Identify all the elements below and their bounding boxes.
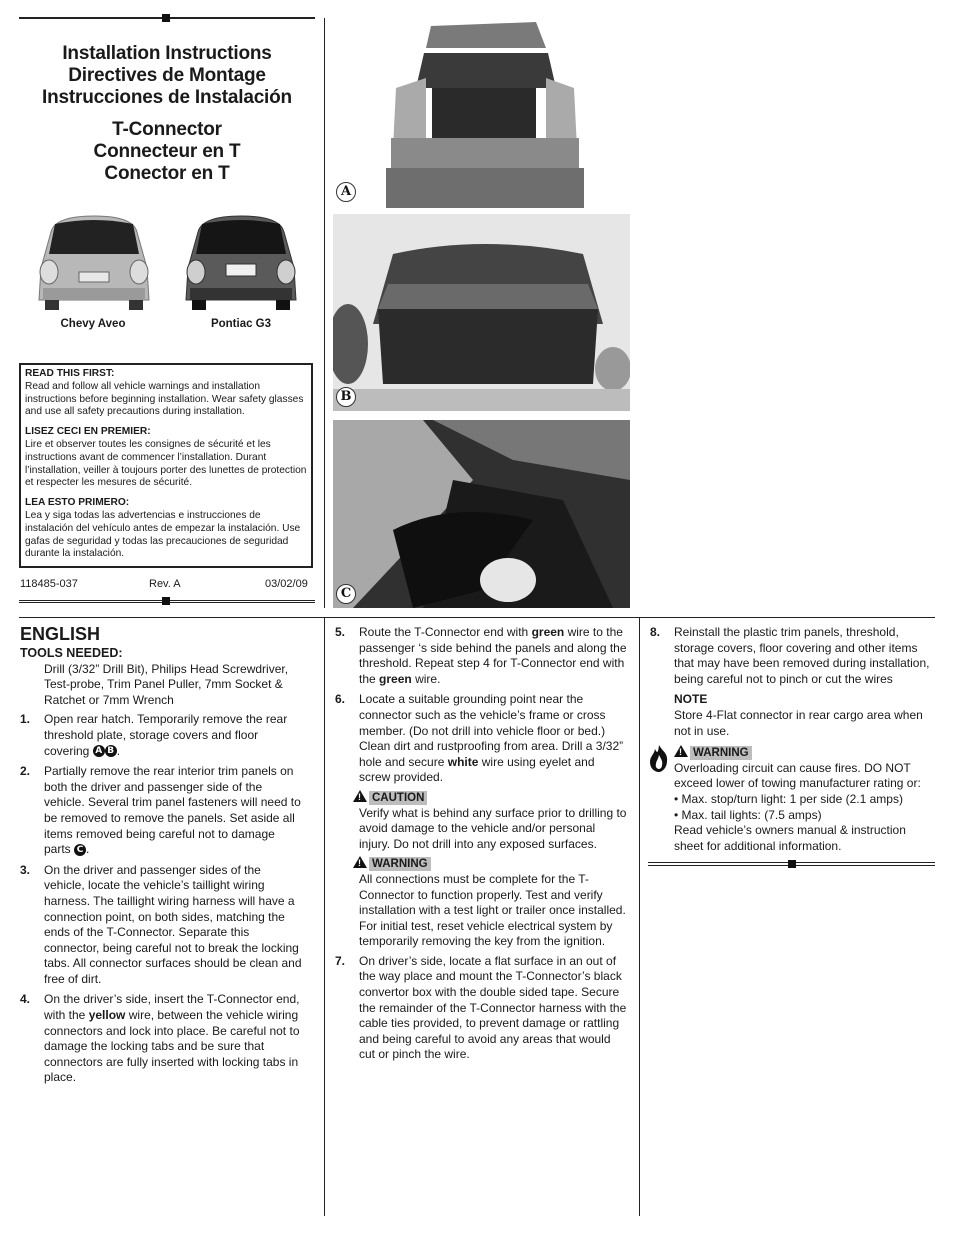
figure-ref-c: C [74,844,86,856]
product-en: T-Connector [112,119,222,140]
step-1-text: Open rear hatch. Temporarily remove the rear threshold plate, storage covers and floor covering [44,712,288,758]
column-3 [650,625,932,854]
step-5 [335,625,627,687]
step-number: 5. [335,625,346,639]
car-rear-icon [33,212,155,312]
column-divider [324,18,325,608]
rule-marker [162,597,170,605]
tools-list: Drill (3/32” Drill Bit), Philips Head Screwdriver, Test-probe, Trim Panel Puller, 7mm Socket & Ratchet or 7mm Wrench [44,661,289,707]
figure-b-photo [333,214,630,411]
title-block [20,43,314,109]
tools-heading: TOOLS NEEDED: [20,646,123,660]
rule-marker [162,14,170,22]
safety-notice-box [19,363,313,568]
step-3-text: On the driver and passenger sides of the vehicle, locate the vehicle’s taillight wiring harness. The taillight wiring harness will have a connection point, on both sides, matching the ends of the T-Connector. Separate this connector, being careful not to break the locking tabs. All connector surfaces should be clean and free of dirt. [44,862,302,986]
warning-text: All connections must be complete for the T-Connector to function properly. Test and verify installation with a test light or trailer once installed. For initial test, reset vehicle electrical system by temporarily removing the key from the ignition. [359,871,626,949]
step-number: 7. [335,953,346,968]
pontiac-g3-caption: Pontiac G3 [210,318,272,330]
step-1: 1. Open rear hatch. Temporarily remove the rear threshold plate, storage covers and floor covering A B . [20,712,288,758]
step-2: 2. Partially remove the rear interior trim panels on both the driver and passenger side of the vehicle. Several trim panel fasteners will need to be removed to remove the panels. Set aside all items removed being careful not to damage parts C . [20,764,301,857]
date: 03/02/09 [265,578,308,590]
trim-panel-icon [333,420,630,608]
wire-color-yellow: yellow [88,1008,126,1023]
warning-tail: Read vehicle’s owners manual & instruction sheet for additional information. [674,823,906,853]
step-number: 4. [20,992,31,1007]
step-7 [335,954,627,1063]
warning-fire-text: Overloading circuit can cause fires. DO NOT exceed lower of towing manufacturer rating or: [674,760,921,791]
figure-ref-a: A [93,745,105,757]
notice-fr-text: Lire et observer toutes les consignes de sécurité et les instructions avant de commencer l’installation. Durant l’installation, veiller à toujours porter des lunettes de protection et respecter les mesures de sécurité. [25,438,307,489]
step-5-text-end: wire. [415,671,441,686]
step-number: 6. [335,692,346,707]
figure-a-photo [386,18,584,208]
step-number: 2. [20,764,31,779]
caution-icon [353,790,367,802]
column-divider-1 [324,618,325,1216]
warning-fire-block [650,745,932,854]
note-block [650,692,932,739]
step-7-text: On driver’s side, locate a flat surface in an out of the way place and mount the T-Connector’s black convertor box with the double sided tape. Secure the remainder of the T-Connector harness with the cable ties provided, to prevent damage or rattling and being careful to avoid any areas that would cut or pinch the wire. [359,953,627,1062]
section-rule [19,617,935,618]
trunk-open-icon [386,18,584,208]
warning-label: WARNING [369,857,431,871]
step-3 [20,863,304,988]
pontiac-g3-image [180,212,302,312]
car-rear-icon [180,212,302,312]
figure-c-label: C [336,584,356,604]
figure-b-label: B [336,387,356,407]
part-number: 118485-037 [20,578,78,590]
chevy-aveo-caption: Chevy Aveo [60,318,126,330]
title-fr: Directives de Montage [68,65,266,86]
step-number: 1. [20,712,31,727]
step-4-text-cont: wire, between the vehicle wiring connectors and lock into place. Be careful not to damage the locking tabs and be sure that connectors are fully inserted with locking tabs in place. [44,1008,300,1085]
figure-a-label: A [336,182,356,202]
column-2 [335,625,627,1068]
cargo-area-icon [333,214,630,411]
step-4 [20,992,304,1086]
warning-block [335,856,627,950]
warning-bullet-1: • Max. stop/turn light: 1 per side (2.1 amps) [674,791,903,806]
product-block [20,119,314,185]
column-divider-2 [639,618,640,1216]
chevy-aveo-image [33,212,155,312]
column-1 [20,623,304,1091]
step-2-text: Partially remove the rear interior trim panels on both the driver and passenger side of the vehicle. Several trim panel fasteners will need to be removed to remove the panels. Set aside all items removed being careful not to damage parts [44,764,301,857]
warning-bullet-2: • Max. tail lights: (7.5 amps) [674,807,822,822]
caution-label: CAUTION [369,791,427,805]
step-number: 3. [20,862,31,877]
caution-text: Verify what is behind any surface prior to drilling to avoid damage to the vehicle and/or personal injury. Do not drill into any exposed surfaces. [359,805,627,851]
warning-icon [353,856,367,868]
fire-icon [648,743,670,773]
notice-en-text: Read and follow all vehicle warnings and installation instructions before beginning installation. Wear safety glasses and use all safety precautions during installation. [25,380,304,418]
step-8-text: Reinstall the plastic trim panels, threshold, storage covers, floor covering and other items that may have been removed during installation, being careful not to pinch or cut the wires [674,625,930,686]
notice-es-text: Lea y siga todas las advertencias e instrucciones de instalación del vehículo antes de empezar la instalación. Use gafas de seguridad y todas las precauciones de seguridad durante la instalación. [25,509,301,560]
figure-c-photo [333,420,630,608]
note-text: Store 4-Flat connector in rear cargo area when not in use. [674,707,923,738]
product-es: Conector en T [104,163,230,184]
rule-marker [788,860,796,868]
english-heading: ENGLISH [20,624,101,644]
caution-block [335,790,627,852]
revision: Rev. A [149,578,181,590]
step-6-text: Locate a suitable grounding point near the connector such as the vehicle’s frame or cross member. (Do not drill into vehicle floor or bed.) Clean dirt and rustproofing from area. Drill a 3/32” hole and secure [359,692,624,769]
wire-color-green-2: green [379,671,412,686]
step-6 [335,692,627,786]
title-es: Instrucciones de Instalación [42,87,292,108]
title-en: Installation Instructions [62,43,272,64]
notice-es-heading: LEA ESTO PRIMERO: [25,497,130,509]
step-5-text: Route the T-Connector end with [359,625,529,639]
notice-fr-heading: LISEZ CECI EN PREMIER: [25,426,151,438]
warning-label: WARNING [690,746,752,760]
step-4-text: On the driver’s side, insert the T-Connector end, with the [44,992,300,1023]
step-6-text-cont: wire using eyelet and screw provided. [359,754,595,785]
figure-ref-b: B [105,745,117,757]
note-label: NOTE [674,692,708,707]
wire-color-white: white [447,754,479,769]
step-8 [650,625,932,687]
step-number: 8. [650,625,661,639]
product-fr: Connecteur en T [93,141,241,162]
wire-color-green: green [531,625,565,639]
warning-icon [674,745,688,757]
notice-en-heading: READ THIS FIRST: [25,368,115,379]
step-5-text-cont: wire to the passenger ‘s side behind the panels and along the threshold. Repeat step 4 for T-Connector end with the [359,625,627,686]
